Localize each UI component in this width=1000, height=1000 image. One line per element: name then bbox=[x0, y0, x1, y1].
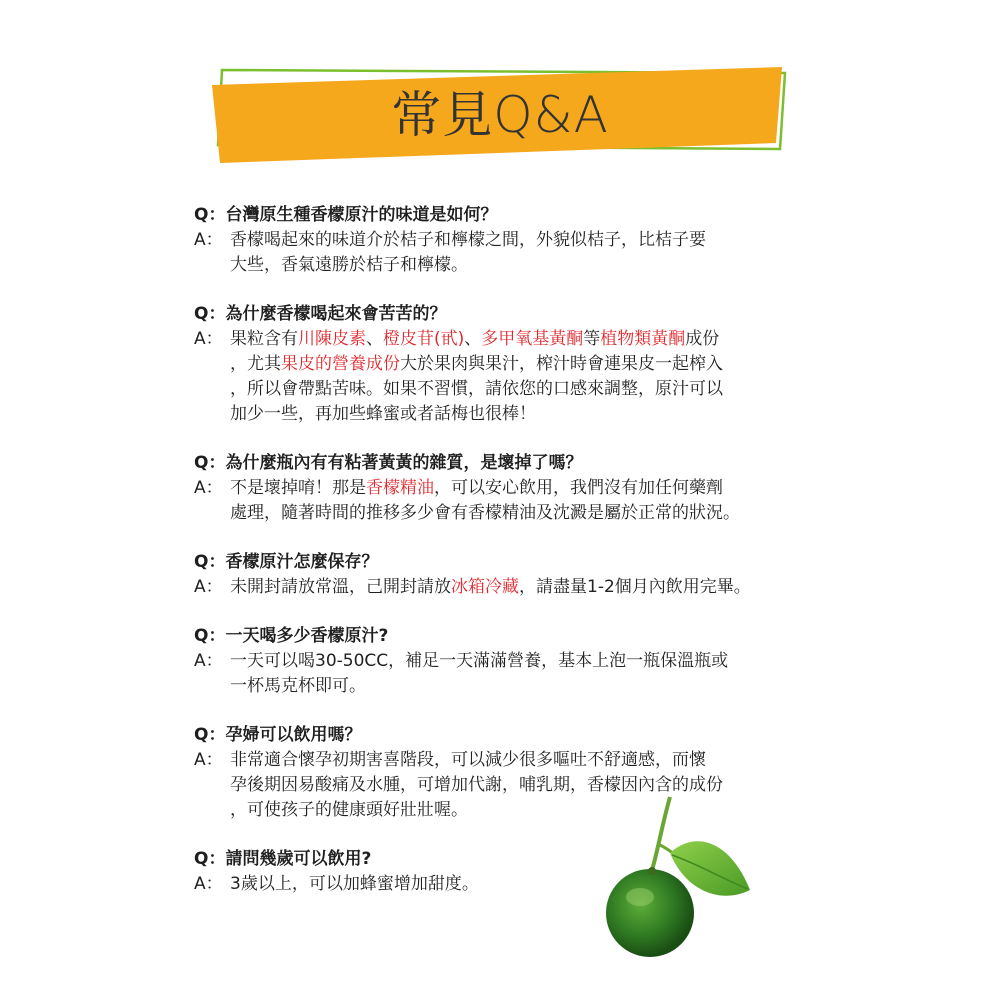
answer-line bbox=[230, 476, 814, 501]
faq-answer bbox=[194, 575, 814, 600]
highlight-text: 川陳皮素 bbox=[298, 329, 366, 349]
highlight-text: 橙皮苷(甙) bbox=[383, 329, 465, 349]
highlight-text: 冰箱冷藏 bbox=[451, 577, 519, 597]
answer-label: A： bbox=[194, 478, 223, 498]
answer-text: 果粒含有 bbox=[230, 329, 298, 349]
answer-text: 處理，隨著時間的推移多少會有香檬精油及沈澱是屬於正常的狀況。 bbox=[230, 503, 740, 523]
answer-text: 成份 bbox=[685, 329, 720, 349]
highlight-text: 植物類黃酮 bbox=[600, 329, 686, 349]
answer-text: 、 bbox=[366, 329, 383, 349]
answer-text: ，所以會帶點苦味。如果不習慣，請依您的口感來調整，原汁可以 bbox=[230, 379, 723, 399]
faq-item bbox=[194, 203, 814, 278]
answer-text: 非常適合懷孕初期害喜階段，可以減少很多嘔吐不舒適感，而懷 bbox=[230, 750, 706, 770]
title-banner bbox=[210, 65, 790, 165]
answer-text: 一杯馬克杯即可。 bbox=[230, 676, 366, 696]
answer-line bbox=[230, 327, 814, 352]
answer-text: ，可使孩子的健康頭好壯壯喔。 bbox=[230, 800, 468, 820]
answer-text: 大於果肉與果汁，榨汁時會連果皮一起榨入 bbox=[400, 354, 723, 374]
faq-answer bbox=[194, 649, 814, 699]
faq-question: Q：一天喝多少香檬原汁? bbox=[194, 626, 389, 646]
answer-text: ，可以安心飲用，我們沒有加任何藥劑 bbox=[434, 478, 723, 498]
answer-line bbox=[230, 352, 814, 377]
answer-line bbox=[230, 674, 814, 699]
highlight-text: 香檬精油 bbox=[366, 478, 434, 498]
answer-line bbox=[230, 377, 814, 402]
highlight-text: 果皮的營養成份 bbox=[281, 354, 400, 374]
faq-item bbox=[194, 451, 814, 526]
answer-label: A： bbox=[194, 750, 223, 770]
highlight-text: 多甲氧基黃酮 bbox=[481, 329, 584, 349]
answer-label: A： bbox=[194, 651, 223, 671]
calamondin-fruit-icon bbox=[600, 795, 760, 965]
answer-text: 大些，香氣遠勝於桔子和檸檬。 bbox=[230, 255, 468, 275]
faq-question: Q：請問幾歲可以飲用? bbox=[194, 849, 372, 869]
answer-text: 、 bbox=[464, 329, 482, 349]
answer-text: 加少一些，再加些蜂蜜或者話梅也很棒！ bbox=[230, 404, 536, 424]
answer-label: A： bbox=[194, 577, 223, 597]
faq-question: Q：為什麼瓶內有有粘著黃黃的雜質，是壞掉了嗎？ bbox=[194, 453, 583, 473]
page-title: 常見Q&A bbox=[391, 86, 609, 144]
answer-line bbox=[230, 575, 814, 600]
answer-text: ，請盡量1-2個月內飲用完畢。 bbox=[519, 577, 751, 597]
answer-label: A： bbox=[194, 230, 223, 250]
answer-label: A： bbox=[194, 329, 223, 349]
answer-text: 一天可以喝30-50CC，補足一天滿滿營養，基本上泡一瓶保溫瓶或 bbox=[230, 651, 729, 671]
faq-answer bbox=[194, 476, 814, 526]
answer-line bbox=[230, 228, 814, 253]
answer-line bbox=[230, 501, 814, 526]
answer-line bbox=[230, 253, 814, 278]
answer-text: 3歲以上，可以加蜂蜜增加甜度。 bbox=[230, 874, 479, 894]
faq-question: Q：台灣原生種香檬原汁的味道是如何？ bbox=[194, 205, 498, 225]
answer-text: 等 bbox=[583, 329, 601, 349]
answer-text: 不是壞掉唷！那是 bbox=[230, 478, 366, 498]
faq-question: Q：香檬原汁怎麼保存？ bbox=[194, 552, 379, 572]
answer-text: 未開封請放常溫，己開封請放 bbox=[230, 577, 451, 597]
faq-item bbox=[194, 624, 814, 699]
answer-text: 孕後期因易酸痛及水腫，可增加代謝，哺乳期，香檬因內含的成份 bbox=[230, 775, 723, 795]
faq-answer bbox=[194, 327, 814, 427]
answer-text: ，尤其 bbox=[230, 354, 281, 374]
answer-line bbox=[230, 402, 814, 427]
faq-item bbox=[194, 550, 814, 600]
answer-label: A： bbox=[194, 874, 223, 894]
answer-line bbox=[230, 748, 814, 773]
faq-question: Q：孕婦可以飲用嗎？ bbox=[194, 725, 362, 745]
answer-text: 香檬喝起來的味道介於桔子和檸檬之間，外貌似桔子，比桔子要 bbox=[230, 230, 706, 250]
faq-answer bbox=[194, 228, 814, 278]
faq-question: Q：為什麼香檬喝起來會苦苦的？ bbox=[194, 304, 447, 324]
faq-item bbox=[194, 302, 814, 427]
answer-line bbox=[230, 649, 814, 674]
